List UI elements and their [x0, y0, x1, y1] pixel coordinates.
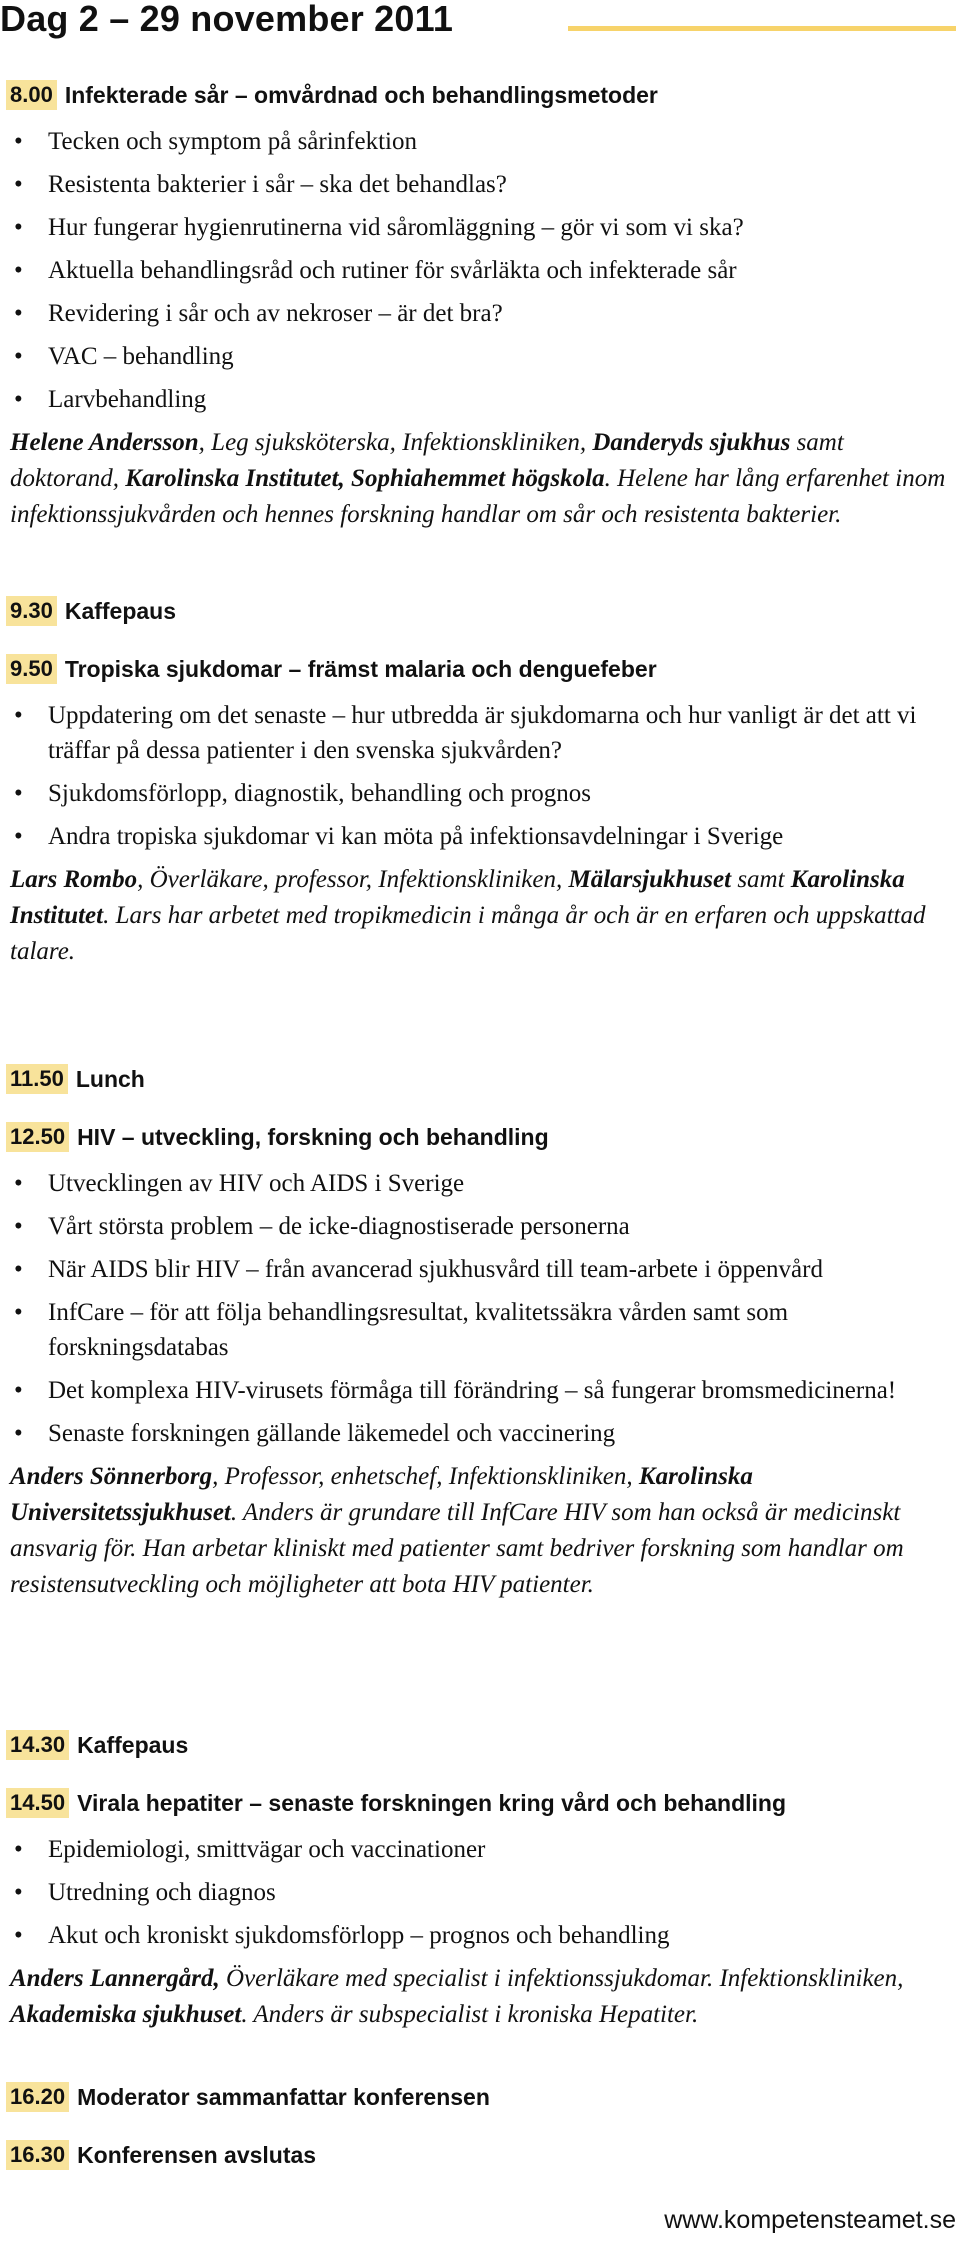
list-item	[0, 776, 960, 811]
session-heading	[0, 1788, 960, 1820]
bullet-icon: •	[14, 1836, 23, 1863]
bio-text: samt doktorand,	[10, 429, 844, 492]
session-heading	[0, 1064, 960, 1096]
organization-name: Karolinska Institutet	[10, 866, 905, 929]
session-heading	[0, 1730, 960, 1762]
topic-text: Det komplexa HIV-virusets förmåga till förändring – så fungerar bromsmedicinerna!	[48, 1377, 897, 1404]
bullet-icon: •	[14, 1299, 23, 1326]
topic-text: Vårt största problem – de icke-diagnostiserade personerna	[48, 1213, 630, 1240]
topic-text: Aktuella behandlingsråd och rutiner för svårläkta och infekterade sår	[48, 257, 737, 284]
list-item	[0, 1295, 960, 1365]
list-item	[0, 1373, 960, 1408]
bullet-icon: •	[14, 823, 23, 850]
session-heading	[0, 1122, 960, 1154]
session-14-30	[0, 1730, 960, 1774]
topic-text: Hur fungerar hygienrutinerna vid såromläggning – gör vi som vi ska?	[48, 214, 744, 241]
session-heading	[0, 2140, 960, 2172]
bio-text: samt	[731, 866, 791, 893]
topic-text: Senaste forskningen gällande läkemedel och vaccinering	[48, 1420, 616, 1447]
speaker-name: Helene Andersson	[10, 429, 199, 456]
session-title: Lunch	[75, 1066, 145, 1092]
speaker-bio	[10, 862, 950, 970]
session-16-20	[0, 2082, 960, 2126]
time-badge: 14.50	[6, 1788, 69, 1818]
bio-text: Överläkare med specialist i infektionssjukdomar. Infektionskliniken,	[219, 1965, 904, 1992]
bullet-icon: •	[14, 1256, 23, 1283]
bio-text: . Anders är subspecialist i kroniska Hepatiter.	[241, 2001, 699, 2028]
bullet-icon: •	[14, 1420, 23, 1447]
session-12-50	[0, 1122, 960, 1603]
session-title: HIV – utveckling, forskning och behandling	[77, 1124, 549, 1150]
session-heading	[0, 654, 960, 686]
organization-name: Mälarsjukhuset	[568, 866, 732, 893]
list-item	[0, 698, 960, 768]
topic-text: Epidemiologi, smittvägar och vaccinationer	[48, 1836, 486, 1863]
list-item	[0, 1166, 960, 1201]
bio-text: , Leg sjuksköterska, Infektionskliniken,	[198, 429, 593, 456]
time-badge: 11.50	[6, 1064, 68, 1094]
topic-text: Utvecklingen av HIV och AIDS i Sverige	[48, 1170, 465, 1197]
speaker-bio	[10, 425, 950, 533]
organization-name: Danderyds sjukhus	[592, 429, 791, 456]
organization-name: Karolinska Universitetssjukhuset	[10, 1463, 753, 1526]
topic-list	[0, 1166, 960, 1451]
session-8-00	[0, 80, 960, 533]
speaker-bio	[10, 1459, 950, 1603]
session-title: Virala hepatiter – senaste forskningen kring vård och behandling	[77, 1790, 786, 1816]
bullet-icon: •	[14, 702, 23, 729]
speaker-bio	[10, 1961, 950, 2033]
session-16-30	[0, 2140, 960, 2184]
list-item	[0, 1918, 960, 1953]
header-rule	[568, 26, 956, 31]
topic-list	[0, 698, 960, 854]
topic-text: Akut och kroniskt sjukdomsförlopp – prognos och behandling	[48, 1922, 670, 1949]
session-9-30	[0, 596, 960, 640]
bullet-icon: •	[14, 780, 23, 807]
website-link[interactable]: www.kompetensteamet.se	[664, 2206, 956, 2234]
speaker-name: Anders Lannergård,	[10, 1965, 220, 1992]
session-heading	[0, 80, 960, 112]
time-badge: 16.20	[6, 2082, 69, 2112]
list-item	[0, 1416, 960, 1451]
session-title: Konferensen avslutas	[77, 2142, 317, 2168]
list-item	[0, 253, 960, 288]
topic-list	[0, 1832, 960, 1953]
list-item	[0, 1832, 960, 1867]
topic-text: Larvbehandling	[48, 386, 207, 413]
organization-name: Karolinska Institutet, Sophiahemmet högskola	[125, 465, 605, 492]
bullet-icon: •	[14, 1879, 23, 1906]
topic-text: Tecken och symptom på sårinfektion	[48, 128, 417, 155]
topic-text: Uppdatering om det senaste – hur utbredda är sjukdomarna och hur vanligt är det att vi träffar på dessa patienter i den svenska sjukvården?	[48, 702, 917, 764]
time-badge: 9.30	[6, 596, 57, 626]
session-11-50	[0, 1064, 960, 1108]
time-badge: 9.50	[6, 654, 57, 684]
day-title: Dag 2 – 29 november 2011	[0, 0, 454, 39]
session-title: Moderator sammanfattar konferensen	[77, 2084, 490, 2110]
topic-text: Resistenta bakterier i sår – ska det behandlas?	[48, 171, 507, 198]
day-header	[0, 0, 960, 44]
bullet-icon: •	[14, 1213, 23, 1240]
bullet-icon: •	[14, 300, 23, 327]
time-badge: 14.30	[6, 1730, 69, 1760]
list-item	[0, 819, 960, 854]
topic-text: Sjukdomsförlopp, diagnostik, behandling och prognos	[48, 780, 592, 807]
list-item	[0, 1209, 960, 1244]
bullet-icon: •	[14, 1377, 23, 1404]
session-title: Tropiska sjukdomar – främst malaria och denguefeber	[64, 656, 657, 682]
session-title: Infekterade sår – omvårdnad och behandlingsmetoder	[64, 82, 658, 108]
list-item	[0, 296, 960, 331]
bio-text: . Helene har lång erfarenhet inom infektionssjukvården och hennes forskning handlar om sår och resistenta bakterier.	[10, 465, 946, 528]
organization-name: Akademiska sjukhuset	[10, 2001, 242, 2028]
time-badge: 12.50	[6, 1122, 69, 1152]
bio-text: , Professor, enhetschef, Infektionskliniken,	[212, 1463, 639, 1490]
topic-text: Revidering i sår och av nekroser – är det bra?	[48, 300, 503, 327]
bullet-icon: •	[14, 1922, 23, 1949]
topic-list	[0, 124, 960, 417]
session-title: Kaffepaus	[64, 598, 177, 624]
bullet-icon: •	[14, 386, 23, 413]
list-item	[0, 1875, 960, 1910]
list-item	[0, 382, 960, 417]
session-9-50	[0, 654, 960, 970]
bullet-icon: •	[14, 1170, 23, 1197]
topic-text: Andra tropiska sjukdomar vi kan möta på infektionsavdelningar i Sverige	[48, 823, 784, 850]
bullet-icon: •	[14, 128, 23, 155]
session-heading	[0, 596, 960, 628]
bio-text: . Anders är grundare till InfCare HIV som han också är medicinskt ansvarig för. Han arbetar kliniskt med patienter samt bedriver forskning som handlar om resistensutveckling och möjligheter att bota HIV patienter.	[10, 1499, 904, 1598]
bullet-icon: •	[14, 257, 23, 284]
time-badge: 16.30	[6, 2140, 69, 2170]
bio-text: , Överläkare, professor, Infektionskliniken,	[137, 866, 569, 893]
bullet-icon: •	[14, 214, 23, 241]
list-item	[0, 1252, 960, 1287]
list-item	[0, 124, 960, 159]
session-title: Kaffepaus	[77, 1732, 189, 1758]
topic-text: När AIDS blir HIV – från avancerad sjukhusvård till team-arbete i öppenvård	[48, 1256, 823, 1283]
bullet-icon: •	[14, 171, 23, 198]
speaker-name: Lars Rombo	[10, 866, 138, 893]
topic-text: VAC – behandling	[48, 343, 234, 370]
topic-text: InfCare – för att följa behandlingsresultat, kvalitetssäkra vården samt som forskningsdatabas	[48, 1299, 789, 1361]
list-item	[0, 210, 960, 245]
speaker-name: Anders Sönnerborg	[10, 1463, 213, 1490]
bullet-icon: •	[14, 343, 23, 370]
session-heading	[0, 2082, 960, 2114]
list-item	[0, 339, 960, 374]
session-14-50	[0, 1788, 960, 2033]
topic-text: Utredning och diagnos	[48, 1879, 276, 1906]
list-item	[0, 167, 960, 202]
time-badge: 8.00	[6, 80, 57, 110]
bio-text: . Lars har arbetet med tropikmedicin i många år och är en erfaren och uppskattad talare.	[10, 902, 926, 965]
